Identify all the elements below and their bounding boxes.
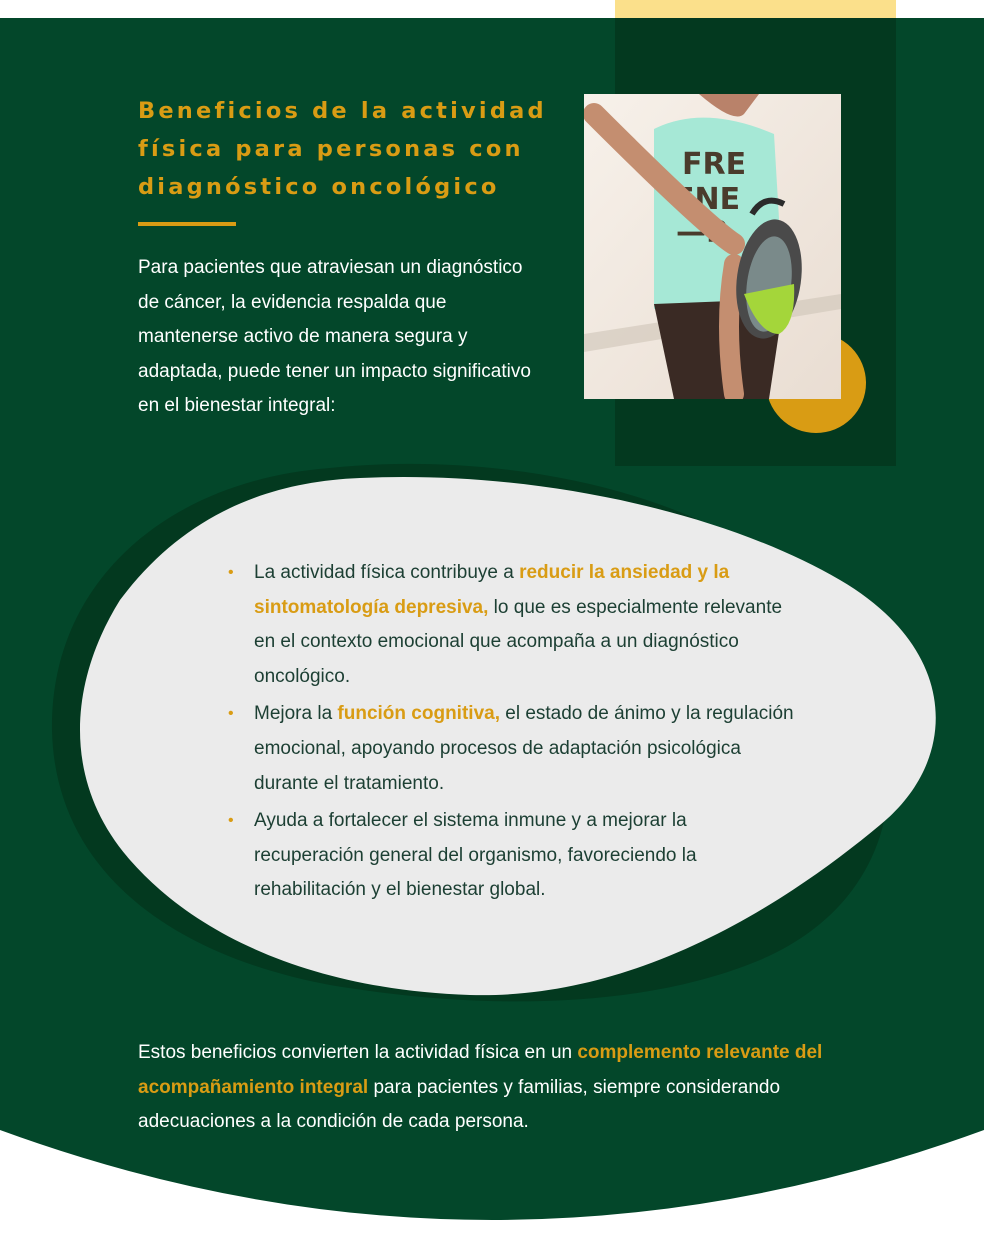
shirt-text-line-2: ENE	[674, 182, 741, 217]
benefit-highlight: reducir la ansiedad y la sintomatología depresiva,	[254, 562, 730, 618]
closing-highlight: complemento relevante del acompañamiento integral	[138, 1042, 823, 1098]
benefit-text: el estado de ánimo y la regulación emocional, apoyando procesos de adaptación psicológica durante el tratamiento.	[254, 703, 794, 794]
benefit-highlight: función cognitiva,	[337, 703, 500, 725]
benefit-item	[228, 556, 798, 694]
intro-paragraph: Para pacientes que atraviesan un diagnóstico de cáncer, la evidencia respalda que mantenerse activo de manera segura y adaptada, puede tener un impacto significativo en el bienestar integral:	[138, 257, 531, 417]
benefit-text: La actividad física contribuye a	[254, 562, 520, 583]
bullet-icon: •	[228, 812, 234, 830]
page-title: Beneficios de la actividad física para personas con diagnóstico oncológico	[138, 98, 547, 200]
closing-text: para pacientes y familias, siempre considerando adecuaciones a la condición de cada persona.	[138, 1076, 781, 1133]
shirt-text-line-3: —R	[676, 215, 730, 250]
benefit-text: Mejora la	[254, 703, 338, 725]
bullet-icon: •	[228, 564, 234, 581]
benefit-text: Ayuda a fortalecer el sistema inmune y a mejorar la recuperación general del organismo, favoreciendo la rehabilitación y el bienestar global.	[254, 810, 697, 901]
title-underline	[138, 222, 236, 226]
exercise-photo	[584, 94, 841, 399]
benefit-text: lo que es especialmente relevante en el contexto emocional que acompaña a un diagnóstico oncológico.	[254, 596, 783, 687]
yellow-strip	[615, 0, 896, 18]
benefits-list	[228, 556, 798, 911]
bullet-icon: •	[228, 705, 234, 723]
closing-text: Estos beneficios convierten la actividad física en un	[138, 1042, 578, 1063]
benefit-item	[228, 697, 798, 801]
shirt-text-line-1: FRE	[682, 147, 747, 182]
benefit-item	[228, 804, 798, 908]
closing-paragraph	[138, 1036, 858, 1140]
